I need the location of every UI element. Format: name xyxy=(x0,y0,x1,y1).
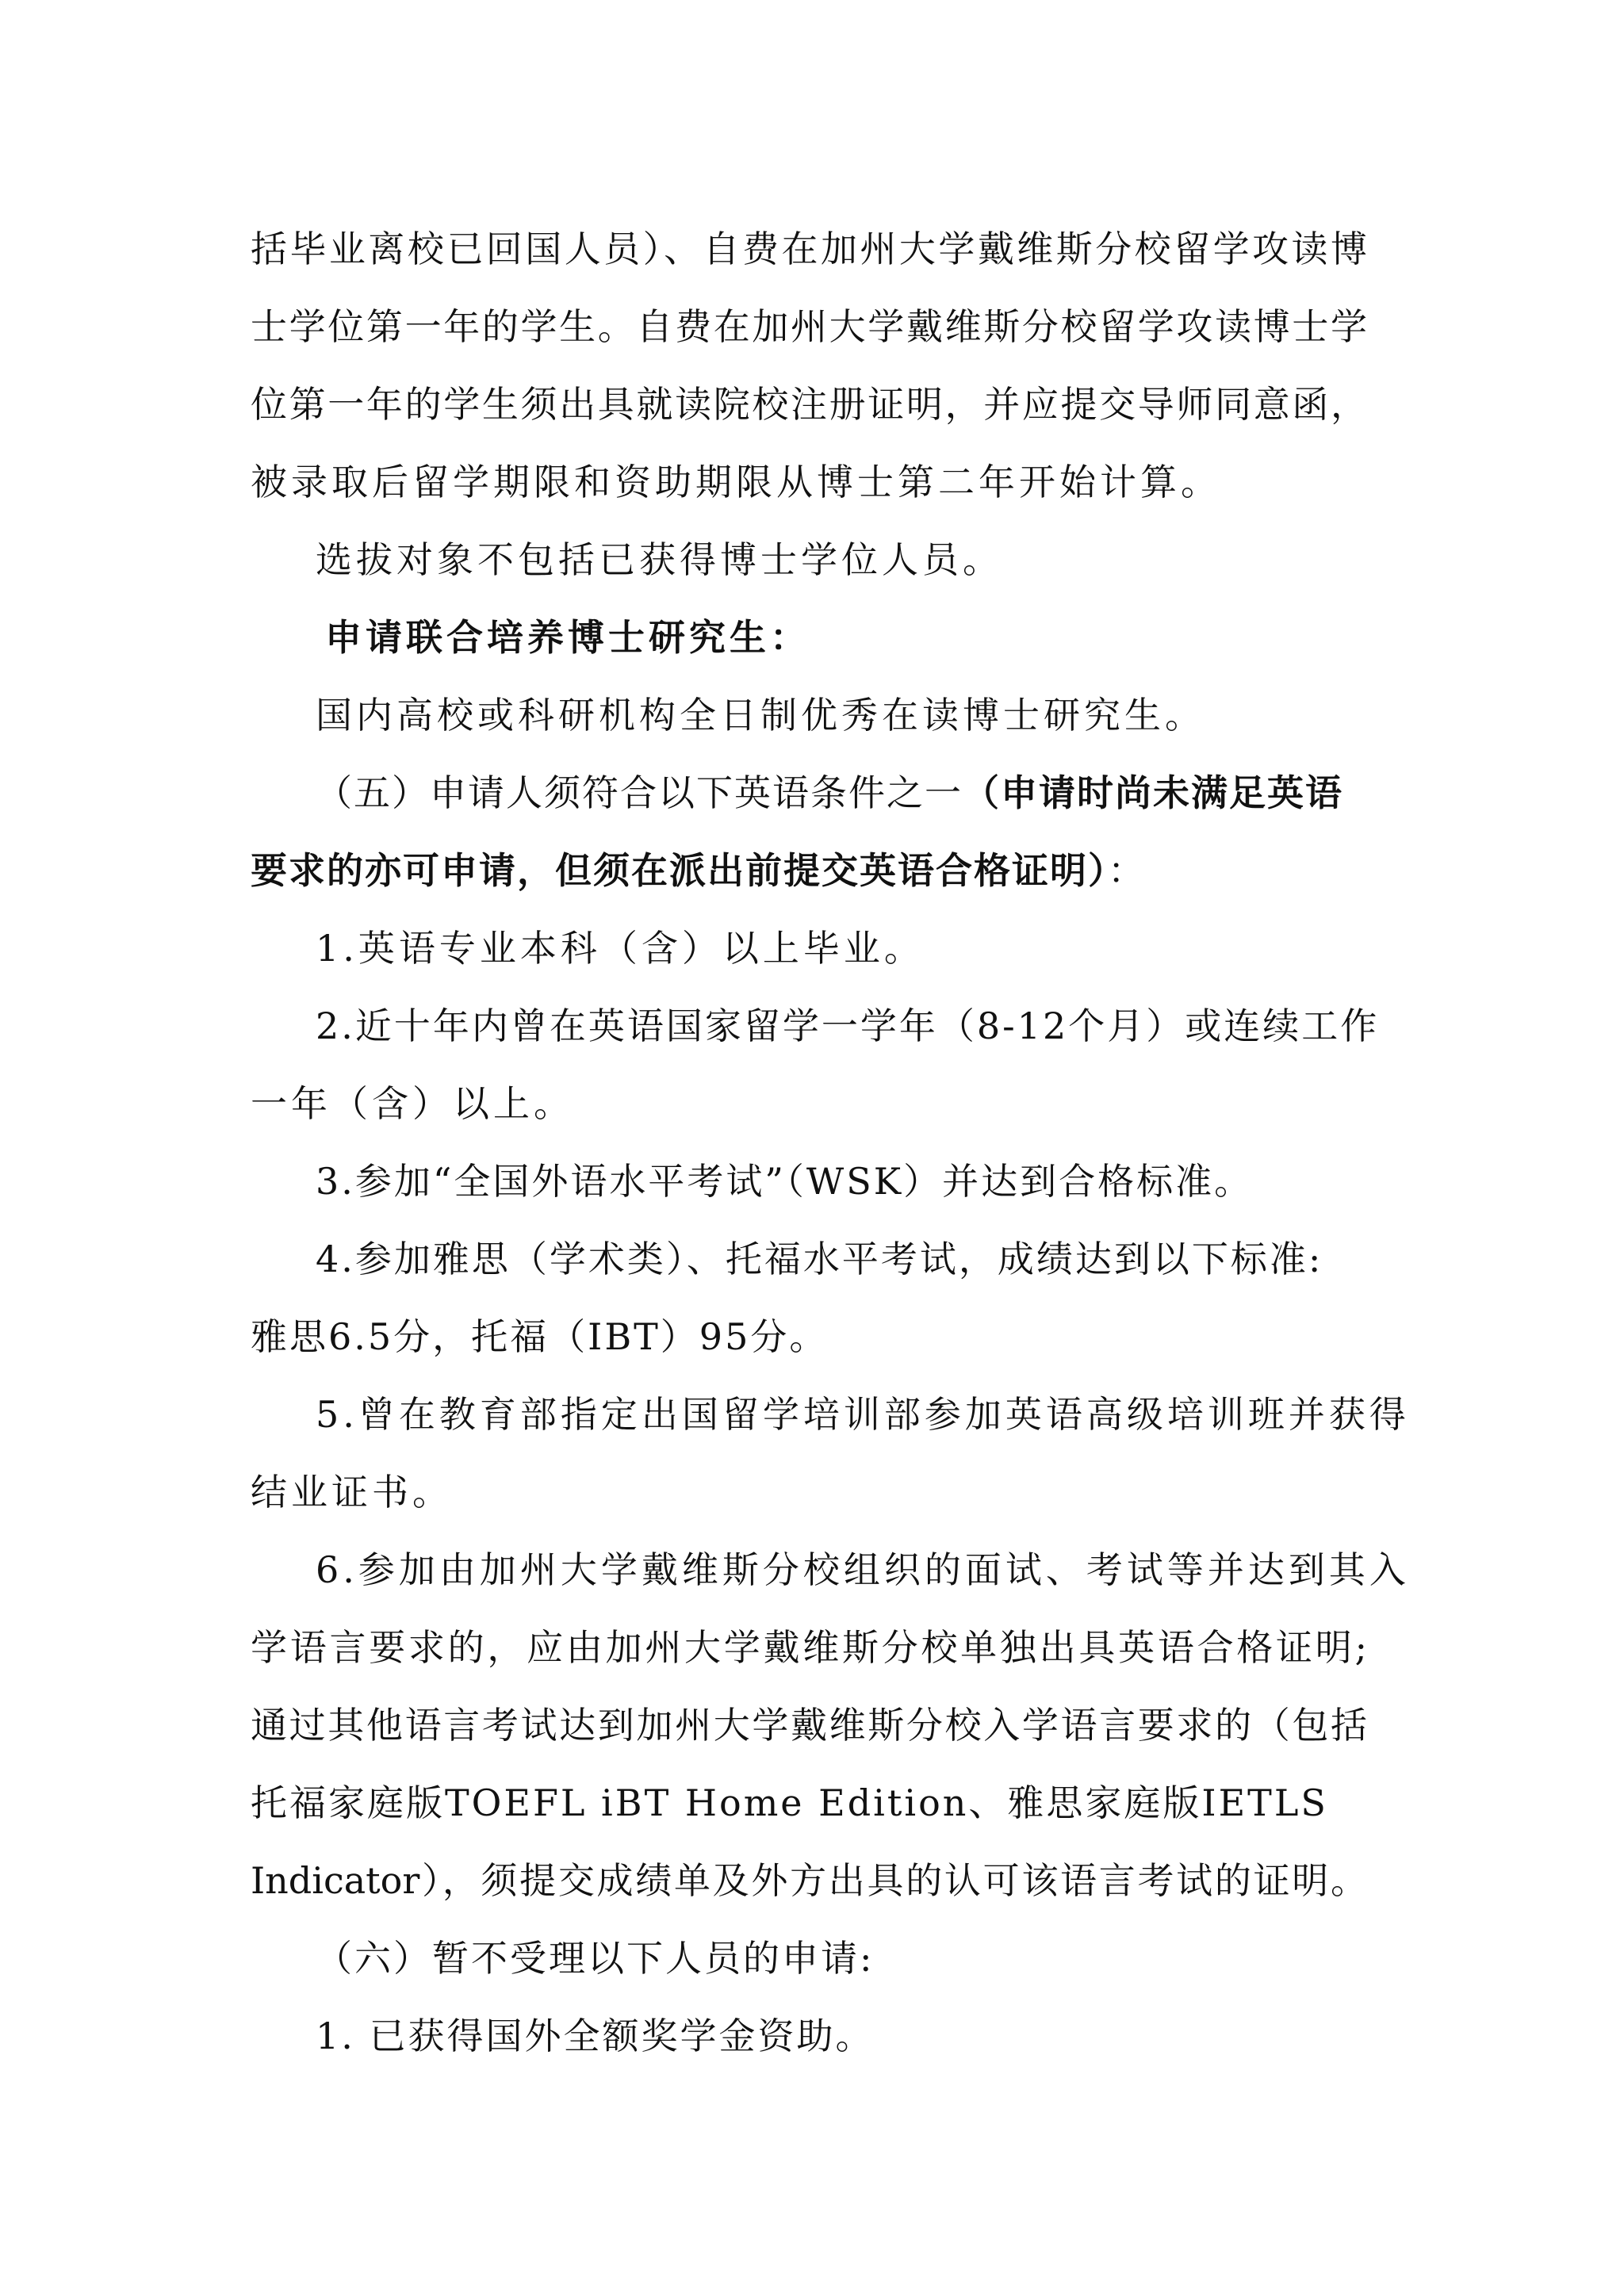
english-condition-6-cont-4: Indicator），须提交成绩单及外方出具的认可该语言考试的证明。 xyxy=(251,1859,1367,1902)
paragraph-line-3: 位第一年的学生须出具就读院校注册证明，并应提交导师同意函， xyxy=(251,383,1367,426)
section-five-bold-note: （申请时尚未满足英语 xyxy=(963,771,1343,814)
section-five-bold-note-cont: 要求的亦可申请，但须在派出前提交英语合格证明） xyxy=(251,849,1108,892)
english-condition-6-cont-2: 通过其他语言考试达到加州大学戴维斯分校入学语言要求的（包括 xyxy=(251,1704,1367,1747)
section-five-heading xyxy=(316,771,1343,815)
section-five-continuation xyxy=(251,848,1146,893)
english-condition-4: 4.参加雅思（学术类）、托福水平考试，成绩达到以下标准: xyxy=(316,1238,1323,1280)
section-five-colon: ： xyxy=(1108,849,1146,892)
english-condition-3: 3.参加“全国外语水平考试”（WSK）并达到合格标准。 xyxy=(316,1160,1254,1203)
selection-note: 选拔对象不包括已获得博士学位人员。 xyxy=(316,538,1003,581)
joint-phd-eligibility: 国内高校或科研机构全日制优秀在读博士研究生。 xyxy=(316,694,1205,737)
english-condition-5-cont: 结业证书。 xyxy=(251,1471,453,1513)
paragraph-line-4: 被录取后留学期限和资助期限从博士第二年开始计算。 xyxy=(251,461,1221,503)
paragraph-line-2: 士学位第一年的学生。自费在加州大学戴维斯分校留学攻读博士学 xyxy=(251,305,1367,348)
english-condition-2-cont: 一年（含）以上。 xyxy=(251,1082,574,1125)
english-condition-6-cont-3: 托福家庭版TOEFL iBT Home Edition、雅思家庭版IETLS xyxy=(251,1781,1328,1824)
english-condition-4-cont: 雅思6.5分，托福（IBT）95分。 xyxy=(251,1315,829,1358)
paragraph-line-1: 括毕业离校已回国人员）、自费在加州大学戴维斯分校留学攻读博 xyxy=(251,228,1367,270)
english-condition-2: 2.近十年内曾在英语国家留学一学年（8-12个月）或连续工作 xyxy=(316,1004,1380,1047)
section-six-heading: （六）暂不受理以下人员的申请: xyxy=(316,1937,875,1980)
english-condition-6: 6.参加由加州大学戴维斯分校组织的面试、考试等并达到其入 xyxy=(316,1548,1410,1591)
exclusion-item-1: 1. 已获得国外全额奖学金资助。 xyxy=(316,2015,875,2057)
english-condition-5: 5.曾在教育部指定出国留学培训部参加英语高级培训班并获得 xyxy=(316,1393,1410,1436)
english-condition-1: 1.英语专业本科（含）以上毕业。 xyxy=(316,927,925,970)
section-heading-joint-phd: 申请联合培养博士研究生： xyxy=(325,616,810,659)
section-five-text: （五）申请人须符合以下英语条件之一 xyxy=(316,771,963,814)
english-condition-6-cont-1: 学语言要求的，应由加州大学戴维斯分校单独出具英语合格证明; xyxy=(251,1626,1367,1669)
